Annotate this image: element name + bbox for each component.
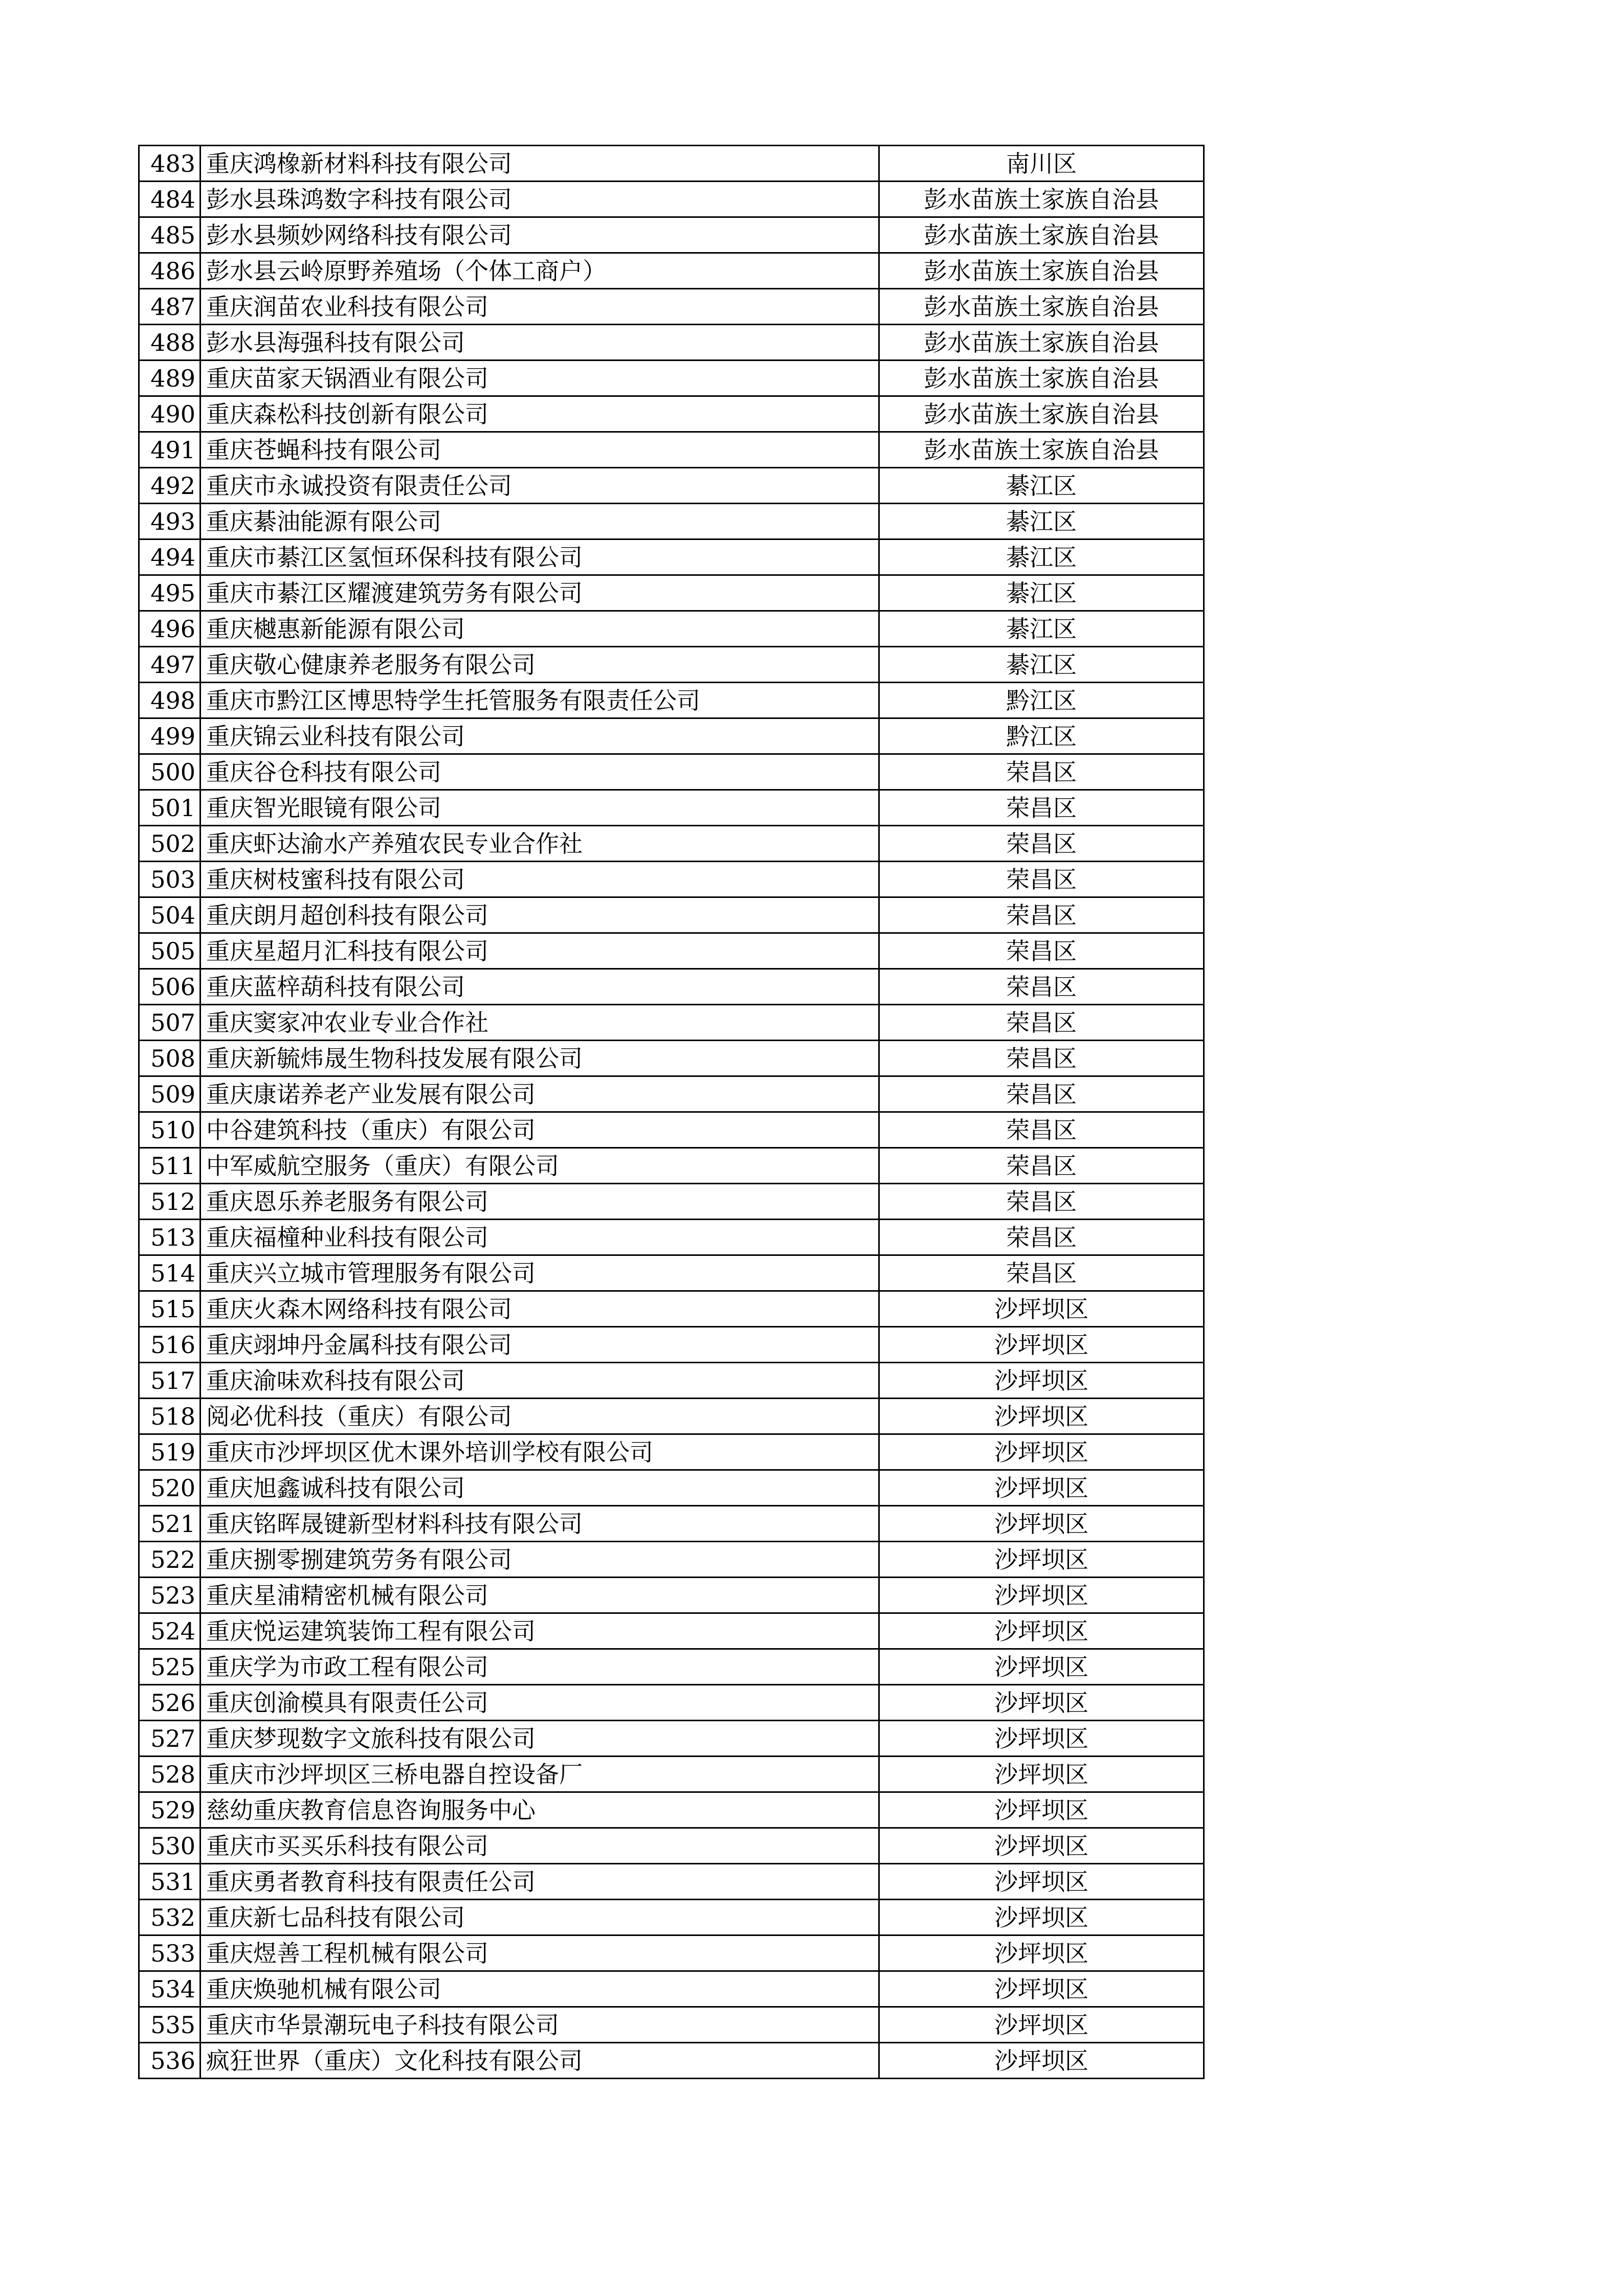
table-row bbox=[139, 826, 1204, 862]
row-number: 529 bbox=[139, 1792, 201, 1828]
district-name: 荣昌区 bbox=[879, 1184, 1204, 1220]
district-name: 綦江区 bbox=[879, 468, 1204, 504]
row-number: 511 bbox=[139, 1148, 201, 1184]
row-number: 506 bbox=[139, 969, 201, 1005]
company-name: 重庆鸿橡新材料科技有限公司 bbox=[201, 146, 879, 182]
district-name: 黔江区 bbox=[879, 718, 1204, 754]
company-name: 重庆新七品科技有限公司 bbox=[201, 1900, 879, 1935]
company-name: 重庆福橦种业科技有限公司 bbox=[201, 1220, 879, 1255]
table-row bbox=[139, 1792, 1204, 1828]
table-row bbox=[139, 1470, 1204, 1506]
district-name: 綦江区 bbox=[879, 575, 1204, 611]
district-name: 沙坪坝区 bbox=[879, 1506, 1204, 1542]
table-row bbox=[139, 539, 1204, 575]
row-number: 507 bbox=[139, 1005, 201, 1041]
table-row bbox=[139, 1076, 1204, 1112]
row-number: 487 bbox=[139, 289, 201, 325]
table-row bbox=[139, 1327, 1204, 1363]
table-row bbox=[139, 1613, 1204, 1649]
district-name: 沙坪坝区 bbox=[879, 1971, 1204, 2007]
district-name: 綦江区 bbox=[879, 539, 1204, 575]
table-row bbox=[139, 1542, 1204, 1578]
district-name: 荣昌区 bbox=[879, 790, 1204, 826]
row-number: 512 bbox=[139, 1184, 201, 1220]
table-row bbox=[139, 146, 1204, 182]
company-name: 重庆渝味欢科技有限公司 bbox=[201, 1363, 879, 1399]
table-row bbox=[139, 325, 1204, 361]
row-number: 510 bbox=[139, 1112, 201, 1148]
row-number: 495 bbox=[139, 575, 201, 611]
company-name: 重庆朗月超创科技有限公司 bbox=[201, 897, 879, 933]
table-row bbox=[139, 361, 1204, 396]
company-name: 重庆锦云业科技有限公司 bbox=[201, 718, 879, 754]
table-row bbox=[139, 611, 1204, 647]
company-name: 重庆树枝蜜科技有限公司 bbox=[201, 862, 879, 897]
company-name: 重庆新毓炜晟生物科技发展有限公司 bbox=[201, 1041, 879, 1076]
row-number: 498 bbox=[139, 683, 201, 718]
table-row bbox=[139, 253, 1204, 289]
district-name: 荣昌区 bbox=[879, 1255, 1204, 1291]
table-row bbox=[139, 2043, 1204, 2079]
company-name: 疯狂世界（重庆）文化科技有限公司 bbox=[201, 2043, 879, 2079]
district-name: 沙坪坝区 bbox=[879, 1900, 1204, 1935]
row-number: 484 bbox=[139, 182, 201, 217]
company-name: 重庆市綦江区耀渡建筑劳务有限公司 bbox=[201, 575, 879, 611]
district-name: 沙坪坝区 bbox=[879, 2007, 1204, 2043]
table-row bbox=[139, 1434, 1204, 1470]
table-row bbox=[139, 1828, 1204, 1864]
table-row bbox=[139, 1005, 1204, 1041]
row-number: 504 bbox=[139, 897, 201, 933]
table-row bbox=[139, 1971, 1204, 2007]
row-number: 494 bbox=[139, 539, 201, 575]
table-row bbox=[139, 754, 1204, 790]
table-row bbox=[139, 1363, 1204, 1399]
table-row bbox=[139, 1291, 1204, 1327]
district-name: 沙坪坝区 bbox=[879, 1685, 1204, 1721]
district-name: 綦江区 bbox=[879, 647, 1204, 683]
table-row bbox=[139, 396, 1204, 432]
company-name: 重庆蓝梓葫科技有限公司 bbox=[201, 969, 879, 1005]
table-row bbox=[139, 647, 1204, 683]
district-name: 綦江区 bbox=[879, 611, 1204, 647]
company-name: 重庆市买买乐科技有限公司 bbox=[201, 1828, 879, 1864]
row-number: 520 bbox=[139, 1470, 201, 1506]
row-number: 531 bbox=[139, 1864, 201, 1900]
district-name: 荣昌区 bbox=[879, 862, 1204, 897]
district-name: 沙坪坝区 bbox=[879, 1399, 1204, 1434]
row-number: 514 bbox=[139, 1255, 201, 1291]
row-number: 501 bbox=[139, 790, 201, 826]
company-name: 重庆捌零捌建筑劳务有限公司 bbox=[201, 1542, 879, 1578]
district-name: 黔江区 bbox=[879, 683, 1204, 718]
table-row bbox=[139, 1685, 1204, 1721]
table-row bbox=[139, 2007, 1204, 2043]
district-name: 沙坪坝区 bbox=[879, 1613, 1204, 1649]
company-name: 重庆市沙坪坝区优木课外培训学校有限公司 bbox=[201, 1434, 879, 1470]
row-number: 483 bbox=[139, 146, 201, 182]
company-name: 重庆勇者教育科技有限责任公司 bbox=[201, 1864, 879, 1900]
company-name: 重庆焕驰机械有限公司 bbox=[201, 1971, 879, 2007]
table-row bbox=[139, 468, 1204, 504]
district-name: 沙坪坝区 bbox=[879, 1470, 1204, 1506]
row-number: 536 bbox=[139, 2043, 201, 2079]
company-name: 彭水县频妙网络科技有限公司 bbox=[201, 217, 879, 253]
table-row bbox=[139, 504, 1204, 539]
company-name: 重庆市沙坪坝区三桥电器自控设备厂 bbox=[201, 1757, 879, 1792]
district-name: 彭水苗族土家族自治县 bbox=[879, 182, 1204, 217]
row-number: 509 bbox=[139, 1076, 201, 1112]
row-number: 490 bbox=[139, 396, 201, 432]
table-row bbox=[139, 182, 1204, 217]
district-name: 荣昌区 bbox=[879, 1220, 1204, 1255]
row-number: 497 bbox=[139, 647, 201, 683]
row-number: 496 bbox=[139, 611, 201, 647]
table-row bbox=[139, 790, 1204, 826]
company-name: 重庆星超月汇科技有限公司 bbox=[201, 933, 879, 969]
company-name: 重庆虾达渝水产养殖农民专业合作社 bbox=[201, 826, 879, 862]
company-name: 重庆敬心健康养老服务有限公司 bbox=[201, 647, 879, 683]
row-number: 535 bbox=[139, 2007, 201, 2043]
company-name: 重庆旭鑫诚科技有限公司 bbox=[201, 1470, 879, 1506]
district-name: 荣昌区 bbox=[879, 969, 1204, 1005]
district-name: 荣昌区 bbox=[879, 897, 1204, 933]
district-name: 沙坪坝区 bbox=[879, 1327, 1204, 1363]
row-number: 526 bbox=[139, 1685, 201, 1721]
table-row bbox=[139, 862, 1204, 897]
company-name: 重庆恩乐养老服务有限公司 bbox=[201, 1184, 879, 1220]
table-row bbox=[139, 1148, 1204, 1184]
table-row bbox=[139, 1506, 1204, 1542]
row-number: 524 bbox=[139, 1613, 201, 1649]
district-name: 彭水苗族土家族自治县 bbox=[879, 361, 1204, 396]
row-number: 525 bbox=[139, 1649, 201, 1685]
company-name: 重庆兴立城市管理服务有限公司 bbox=[201, 1255, 879, 1291]
company-name: 重庆市华景潮玩电子科技有限公司 bbox=[201, 2007, 879, 2043]
district-name: 沙坪坝区 bbox=[879, 1291, 1204, 1327]
district-name: 荣昌区 bbox=[879, 1148, 1204, 1184]
row-number: 508 bbox=[139, 1041, 201, 1076]
table-row bbox=[139, 217, 1204, 253]
district-name: 沙坪坝区 bbox=[879, 1864, 1204, 1900]
row-number: 513 bbox=[139, 1220, 201, 1255]
district-name: 沙坪坝区 bbox=[879, 1542, 1204, 1578]
company-name: 彭水县珠鸿数字科技有限公司 bbox=[201, 182, 879, 217]
company-list-body bbox=[139, 146, 1204, 2079]
table-row bbox=[139, 969, 1204, 1005]
company-name: 重庆綦油能源有限公司 bbox=[201, 504, 879, 539]
district-name: 荣昌区 bbox=[879, 754, 1204, 790]
row-number: 528 bbox=[139, 1757, 201, 1792]
company-name: 彭水县云岭原野养殖场（个体工商户） bbox=[201, 253, 879, 289]
table-row bbox=[139, 432, 1204, 468]
district-name: 沙坪坝区 bbox=[879, 1434, 1204, 1470]
table-row bbox=[139, 718, 1204, 754]
table-row bbox=[139, 1900, 1204, 1935]
company-name: 重庆康诺养老产业发展有限公司 bbox=[201, 1076, 879, 1112]
company-name: 慈幼重庆教育信息咨询服务中心 bbox=[201, 1792, 879, 1828]
district-name: 荣昌区 bbox=[879, 1041, 1204, 1076]
company-name: 重庆森松科技创新有限公司 bbox=[201, 396, 879, 432]
district-name: 沙坪坝区 bbox=[879, 2043, 1204, 2079]
row-number: 517 bbox=[139, 1363, 201, 1399]
company-name: 阅必优科技（重庆）有限公司 bbox=[201, 1399, 879, 1434]
district-name: 沙坪坝区 bbox=[879, 1935, 1204, 1971]
district-name: 荣昌区 bbox=[879, 826, 1204, 862]
company-name: 重庆创渝模具有限责任公司 bbox=[201, 1685, 879, 1721]
table-row bbox=[139, 575, 1204, 611]
company-name: 重庆窦家冲农业专业合作社 bbox=[201, 1005, 879, 1041]
company-name: 重庆火森木网络科技有限公司 bbox=[201, 1291, 879, 1327]
row-number: 532 bbox=[139, 1900, 201, 1935]
district-name: 彭水苗族土家族自治县 bbox=[879, 253, 1204, 289]
row-number: 500 bbox=[139, 754, 201, 790]
company-name: 重庆翊坤丹金属科技有限公司 bbox=[201, 1327, 879, 1363]
row-number: 527 bbox=[139, 1721, 201, 1757]
company-name: 重庆智光眼镜有限公司 bbox=[201, 790, 879, 826]
district-name: 荣昌区 bbox=[879, 933, 1204, 969]
company-name: 重庆苍蝇科技有限公司 bbox=[201, 432, 879, 468]
row-number: 523 bbox=[139, 1578, 201, 1613]
row-number: 491 bbox=[139, 432, 201, 468]
row-number: 516 bbox=[139, 1327, 201, 1363]
company-name: 中军威航空服务（重庆）有限公司 bbox=[201, 1148, 879, 1184]
row-number: 522 bbox=[139, 1542, 201, 1578]
district-name: 沙坪坝区 bbox=[879, 1578, 1204, 1613]
row-number: 530 bbox=[139, 1828, 201, 1864]
district-name: 彭水苗族土家族自治县 bbox=[879, 325, 1204, 361]
table-row bbox=[139, 1935, 1204, 1971]
row-number: 489 bbox=[139, 361, 201, 396]
company-name: 重庆梦现数字文旅科技有限公司 bbox=[201, 1721, 879, 1757]
district-name: 沙坪坝区 bbox=[879, 1757, 1204, 1792]
company-name: 彭水县海强科技有限公司 bbox=[201, 325, 879, 361]
district-name: 荣昌区 bbox=[879, 1005, 1204, 1041]
district-name: 沙坪坝区 bbox=[879, 1363, 1204, 1399]
company-name: 重庆星浦精密机械有限公司 bbox=[201, 1578, 879, 1613]
company-name: 重庆铭晖晟键新型材料科技有限公司 bbox=[201, 1506, 879, 1542]
company-name: 重庆谷仓科技有限公司 bbox=[201, 754, 879, 790]
company-name: 重庆润苗农业科技有限公司 bbox=[201, 289, 879, 325]
company-name: 重庆学为市政工程有限公司 bbox=[201, 1649, 879, 1685]
row-number: 486 bbox=[139, 253, 201, 289]
district-name: 沙坪坝区 bbox=[879, 1792, 1204, 1828]
table-row bbox=[139, 1112, 1204, 1148]
row-number: 488 bbox=[139, 325, 201, 361]
table-row bbox=[139, 1864, 1204, 1900]
table-row bbox=[139, 289, 1204, 325]
row-number: 485 bbox=[139, 217, 201, 253]
table-row bbox=[139, 1255, 1204, 1291]
table-row bbox=[139, 1757, 1204, 1792]
row-number: 534 bbox=[139, 1971, 201, 2007]
district-name: 荣昌区 bbox=[879, 1112, 1204, 1148]
row-number: 519 bbox=[139, 1434, 201, 1470]
table-row bbox=[139, 683, 1204, 718]
row-number: 521 bbox=[139, 1506, 201, 1542]
company-name: 重庆樾惠新能源有限公司 bbox=[201, 611, 879, 647]
table-row bbox=[139, 1649, 1204, 1685]
row-number: 499 bbox=[139, 718, 201, 754]
table-row bbox=[139, 1399, 1204, 1434]
row-number: 533 bbox=[139, 1935, 201, 1971]
district-name: 彭水苗族土家族自治县 bbox=[879, 217, 1204, 253]
table-row bbox=[139, 1184, 1204, 1220]
district-name: 彭水苗族土家族自治县 bbox=[879, 432, 1204, 468]
row-number: 502 bbox=[139, 826, 201, 862]
row-number: 503 bbox=[139, 862, 201, 897]
company-name: 重庆悦运建筑装饰工程有限公司 bbox=[201, 1613, 879, 1649]
company-name: 重庆市黔江区博思特学生托管服务有限责任公司 bbox=[201, 683, 879, 718]
row-number: 518 bbox=[139, 1399, 201, 1434]
company-name: 重庆市永诚投资有限责任公司 bbox=[201, 468, 879, 504]
row-number: 492 bbox=[139, 468, 201, 504]
district-name: 彭水苗族土家族自治县 bbox=[879, 289, 1204, 325]
district-name: 沙坪坝区 bbox=[879, 1649, 1204, 1685]
district-name: 沙坪坝区 bbox=[879, 1828, 1204, 1864]
company-name: 中谷建筑科技（重庆）有限公司 bbox=[201, 1112, 879, 1148]
row-number: 515 bbox=[139, 1291, 201, 1327]
table-row bbox=[139, 897, 1204, 933]
district-name: 南川区 bbox=[879, 146, 1204, 182]
company-name: 重庆苗家天锅酒业有限公司 bbox=[201, 361, 879, 396]
company-name: 重庆市綦江区氢恒环保科技有限公司 bbox=[201, 539, 879, 575]
table-row bbox=[139, 1220, 1204, 1255]
table-row bbox=[139, 933, 1204, 969]
row-number: 493 bbox=[139, 504, 201, 539]
district-name: 荣昌区 bbox=[879, 1076, 1204, 1112]
table-row bbox=[139, 1721, 1204, 1757]
table-row bbox=[139, 1578, 1204, 1613]
district-name: 綦江区 bbox=[879, 504, 1204, 539]
district-name: 沙坪坝区 bbox=[879, 1721, 1204, 1757]
row-number: 505 bbox=[139, 933, 201, 969]
company-name: 重庆煜善工程机械有限公司 bbox=[201, 1935, 879, 1971]
table-row bbox=[139, 1041, 1204, 1076]
district-name: 彭水苗族土家族自治县 bbox=[879, 396, 1204, 432]
company-list-table bbox=[138, 145, 1205, 2079]
